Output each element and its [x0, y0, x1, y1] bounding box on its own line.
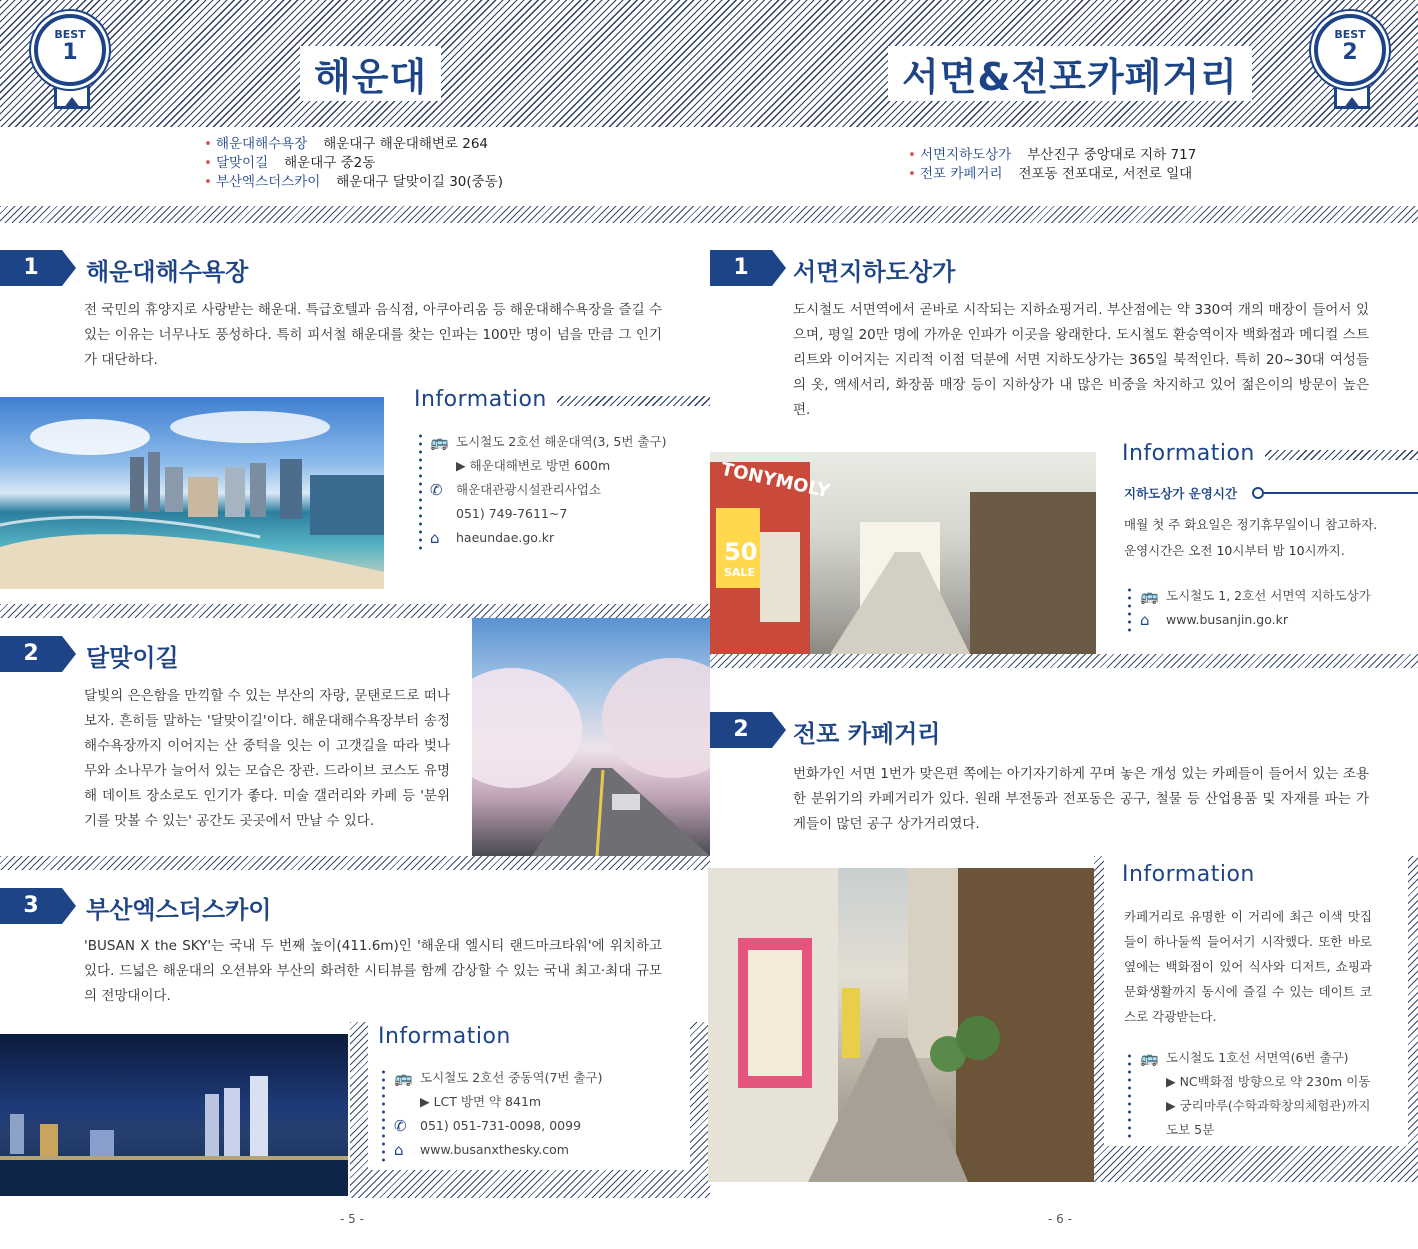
bus-icon: 🚌	[394, 1069, 413, 1087]
summary-item: • 달맞이길 해운대구 중2동	[204, 155, 376, 171]
website-link[interactable]: www.busanjin.go.kr	[1166, 612, 1289, 627]
hours-label: 지하도상가 운영시간	[1124, 486, 1238, 501]
info-title: Information	[1122, 862, 1265, 887]
section-number: 3	[0, 888, 62, 924]
home-icon: ⌂	[394, 1141, 404, 1159]
sale-word: SALE	[724, 566, 755, 579]
info-text: 카페거리로 유명한 이 거리에 최근 이색 맛집들이 하나둘씩 들어서기 시작했다. 또한 바로 옆에는 백화점이 있어 식사와 디저트, 쇼핑과 문화생활까지 동시에 즐길 수 있는 데이트 코스로 각광받는다.	[1124, 909, 1372, 1024]
section-body: 달빛의 은은함을 만끽할 수 있는 부산의 자랑, 문탠로드로 떠나보자. 흔히들 말하는 '달맞이길'이다. 해운대해수욕장부터 송정해수욕장까지 이어지는 산 중턱을 잇는 이 고갯길을 따라 벚나무와 소나무가 늘어서 있는 모습은 장관. 드라이브 코스도 유명해 데이트 장소로도 인기가 좋다. 미술 갤러리와 카페 등 '분위기를 맛볼 수 있는' 공간도 곳곳에서 만날 수 있다.	[84, 688, 450, 829]
info-list: 🚌 도시철도 1호선 서면역(6번 출구) ▶ NC백화점 방향으로 약 230m 이동 ▶ 궁리마루(수학과학창의체험관)까지 도보 5분	[1140, 1049, 1371, 1137]
section-number: 1	[710, 250, 772, 286]
home-icon: ⌂	[1140, 611, 1150, 629]
medal-icon	[34, 14, 106, 86]
summary-item: • 전포 카페거리 전포동 전포대로, 서전로 일대	[908, 166, 1193, 182]
busan-x-the-sky-night-photo	[0, 1034, 348, 1196]
bus-icon: 🚌	[1140, 587, 1159, 605]
section-heading: 해운대해수욕장	[86, 258, 249, 286]
underground-mall-photo	[710, 452, 1096, 654]
summary-item: • 해운대해수욕장 해운대구 해운대해변로 264	[204, 136, 489, 152]
bus-icon: 🚌	[430, 433, 449, 451]
summary-item: • 부산엑스더스카이 해운대구 달맞이길 30(중동)	[204, 174, 504, 190]
badge-label: BEST	[1334, 28, 1366, 41]
home-icon: ⌂	[430, 529, 440, 547]
circle-icon	[1252, 487, 1264, 499]
divider-band	[0, 206, 1418, 223]
section-body: 도시철도 서면역에서 곧바로 시작되는 지하쇼핑거리. 부산점에는 약 330여 개의 매장이 들어서 있으며, 평일 20만 명에 가까운 인파가 이곳을 왕래한다. 도시철도 환승역이자 백화점과 메디컬 스트리트와 이어지는 지리적 이점 덕분에 서면 지하도상가는 365일 북적인다. 특히 20~30대 여성들의 옷, 액세서리, 화장품 매장 등이 지하상가 내 많은 비중을 차지하고 있어 젊은이의 방문이 높은 편.	[793, 302, 1369, 418]
section-body: 'BUSAN X the SKY'는 국내 두 번째 높이(411.6m)인 '해운대 엘시티 랜드마크타워'에 위치하고 있다. 드넓은 해운대의 오션뷰와 부산의 화려한 시티뷰를 함께 감상할 수 있는 국내 최고·최대 규모의 전망대이다.	[84, 938, 662, 1004]
dotted-rule	[1128, 1052, 1131, 1138]
dotted-rule	[419, 432, 422, 550]
medal-icon	[1314, 14, 1386, 86]
info-list: 🚌 도시철도 2호선 중동역(7번 출구) ▶ LCT 방면 약 841m ✆ 051) 051-731-0098, 0099 ⌂ www.busanxthesky.com	[394, 1069, 603, 1159]
section-body: 전 국민의 휴양지로 사랑받는 해운대. 특급호텔과 음식점, 아쿠아리움 등 해운대해수욕장을 즐길 수 있는 이유는 너무나도 풍성하다. 특히 피서철 해운대를 찾는 인파는 100만 명이 넘을 만큼 그 인기가 대단하다.	[84, 302, 662, 368]
dotted-rule	[382, 1068, 385, 1162]
store-sign: TONYMOLY	[719, 458, 832, 503]
divider-band	[0, 604, 710, 618]
badge-number: 1	[62, 40, 78, 65]
section-heading: 부산엑스더스카이	[86, 896, 272, 924]
summary-list-right	[908, 146, 1196, 184]
cafe-street-photo	[708, 868, 1094, 1182]
dalmaji-road-photo	[472, 618, 710, 856]
summary-item: • 서면지하도상가 부산진구 중앙대로 지하 717	[908, 147, 1197, 163]
info-title: Information	[1122, 441, 1265, 466]
section-title-right: 서면&전포카페거리	[888, 46, 1252, 101]
section-body: 번화가인 서면 1번가 맞은편 쪽에는 아기자기하게 꾸며 놓은 개성 있는 카페들이 들어서 있는 조용한 분위기의 카페거리가 있다. 원래 부전동과 전포동은 공구, 철물 등 산업용품 및 자재를 파는 가게들이 많던 공구 상가거리였다.	[793, 766, 1369, 832]
divider-band	[710, 654, 1418, 668]
section-heading: 달맞이길	[86, 644, 179, 672]
dotted-rule	[1128, 586, 1131, 634]
phone-icon: ✆	[430, 481, 443, 499]
section-heading: 서면지하도상가	[793, 258, 956, 286]
section-number: 1	[0, 250, 62, 286]
section-number: 2	[710, 712, 772, 748]
badge-number: 2	[1342, 40, 1358, 65]
bus-icon: 🚌	[1140, 1049, 1159, 1067]
section-title-left: 해운대	[300, 46, 441, 101]
divider-band	[0, 856, 710, 870]
summary-list-left	[204, 135, 503, 192]
hours-text: 매월 첫 주 화요일은 정기휴무일이니 참고하자. 운영시간은 오전 10시부터 밤 10시까지.	[1124, 517, 1378, 558]
section-heading: 전포 카페거리	[793, 720, 941, 748]
info-list: 🚌 도시철도 2호선 해운대역(3, 5번 출구) ▶ 해운대해변로 방면 600m ✆ 해운대관광시설관리사업소 051) 749-7611~7 ⌂ haeundae.go.kr	[430, 433, 667, 547]
phone-icon: ✆	[394, 1117, 407, 1135]
hours-rule	[1264, 492, 1418, 494]
website-link[interactable]: www.busanxthesky.com	[420, 1142, 569, 1157]
badge-label: BEST	[54, 28, 86, 41]
haeundae-beach-photo	[0, 397, 384, 589]
page-number: - 5 -	[340, 1212, 364, 1226]
info-title: Information	[378, 1024, 521, 1049]
info-title: Information	[414, 387, 557, 412]
website-link[interactable]: haeundae.go.kr	[456, 530, 555, 545]
info-list: 🚌 도시철도 1, 2호선 서면역 지하도상가 ⌂ www.busanjin.go.kr	[1140, 587, 1371, 629]
sale-sign: 50	[724, 538, 758, 566]
page-number: - 6 -	[1048, 1212, 1072, 1226]
section-number: 2	[0, 636, 62, 672]
